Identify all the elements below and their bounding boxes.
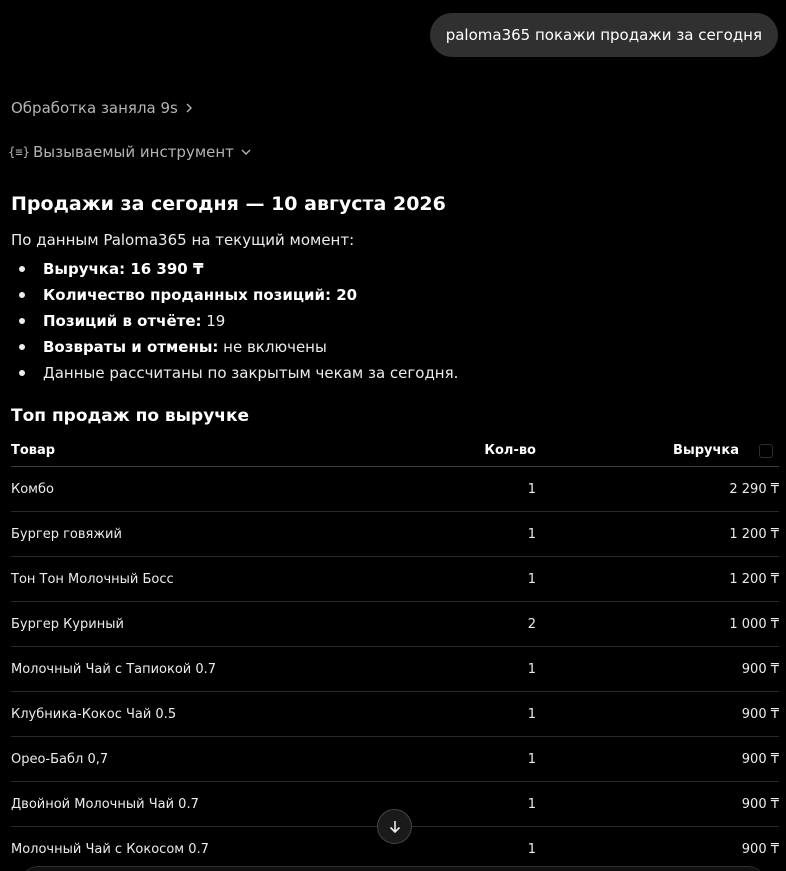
cell-name: Бургер Куриный [11, 616, 124, 632]
table-row [11, 602, 779, 647]
cell-revenue: 1 000 ₸ [729, 616, 779, 632]
cell-revenue: 1 200 ₸ [729, 571, 779, 587]
thinking-toggle[interactable] [11, 99, 194, 117]
arrow-down-icon [387, 819, 403, 835]
cell-revenue: 900 ₸ [741, 661, 779, 677]
header-name: Товар [11, 443, 56, 458]
list-item: Выручка: 16 390 ₸ [11, 258, 458, 284]
sales-facts-list [11, 258, 458, 388]
table-row [11, 557, 779, 602]
user-message-bubble [430, 13, 778, 57]
cell-name: Молочный Чай с Кокосом 0.7 [11, 841, 209, 857]
list-item: Количество проданных позиций: 20 [11, 284, 458, 310]
cell-name: Орео-Бабл 0,7 [11, 751, 109, 767]
cell-qty: 1 [527, 796, 536, 812]
table-row [11, 512, 779, 557]
cell-revenue: 900 ₸ [741, 706, 779, 722]
cell-revenue: 900 ₸ [741, 841, 779, 857]
cell-revenue: 2 290 ₸ [729, 481, 779, 497]
cell-qty: 1 [527, 841, 536, 857]
cell-name: Двойной Молочный Чай 0.7 [11, 796, 199, 812]
composer-edge [20, 866, 766, 871]
header-qty: Кол-во [484, 443, 536, 458]
cell-qty: 1 [527, 706, 536, 722]
table-header [11, 435, 779, 467]
list-item: Данные рассчитаны по закрытым чекам за сегодня. [11, 362, 458, 388]
cell-qty: 1 [527, 571, 536, 587]
copy-table-icon[interactable] [759, 444, 773, 458]
cell-revenue: 900 ₸ [741, 751, 779, 767]
scroll-down-button[interactable] [377, 809, 412, 844]
cell-name: Молочный Чай с Тапиокой 0.7 [11, 661, 217, 677]
cell-qty: 1 [527, 661, 536, 677]
user-message-text: paloma365 покажи продажи за сегодня [445, 26, 762, 44]
table-row [11, 692, 779, 737]
cell-qty: 1 [527, 751, 536, 767]
chevron-down-icon [240, 147, 252, 157]
table-row [11, 647, 779, 692]
tool-call-icon: {≡} [8, 145, 30, 159]
table-row [11, 737, 779, 782]
top-sales-heading: Топ продаж по выручке [11, 406, 250, 426]
response-intro: По данным Paloma365 на текущий момент: [11, 231, 355, 249]
cell-revenue: 900 ₸ [741, 796, 779, 812]
cell-name: Тон Тон Молочный Босс [11, 571, 174, 587]
cell-qty: 1 [527, 481, 536, 497]
list-item: Позиций в отчёте: 19 [11, 310, 458, 336]
top-sales-table [11, 435, 779, 871]
cell-name: Бургер говяжий [11, 526, 122, 542]
cell-qty: 1 [527, 526, 536, 542]
tool-call-toggle[interactable] [8, 143, 252, 161]
cell-name: Комбо [11, 481, 54, 497]
cell-revenue: 1 200 ₸ [729, 526, 779, 542]
tool-call-label: Вызываемый инструмент [33, 143, 234, 161]
list-item: Возвраты и отмены: не включены [11, 336, 458, 362]
cell-qty: 2 [527, 616, 536, 632]
chevron-right-icon [184, 102, 194, 114]
table-row [11, 467, 779, 512]
header-revenue: Выручка [536, 443, 779, 458]
response-title: Продажи за сегодня — 10 августа 2026 [11, 193, 446, 215]
thinking-label: Обработка заняла 9s [11, 99, 178, 117]
cell-name: Клубника-Кокос Чай 0.5 [11, 706, 177, 722]
